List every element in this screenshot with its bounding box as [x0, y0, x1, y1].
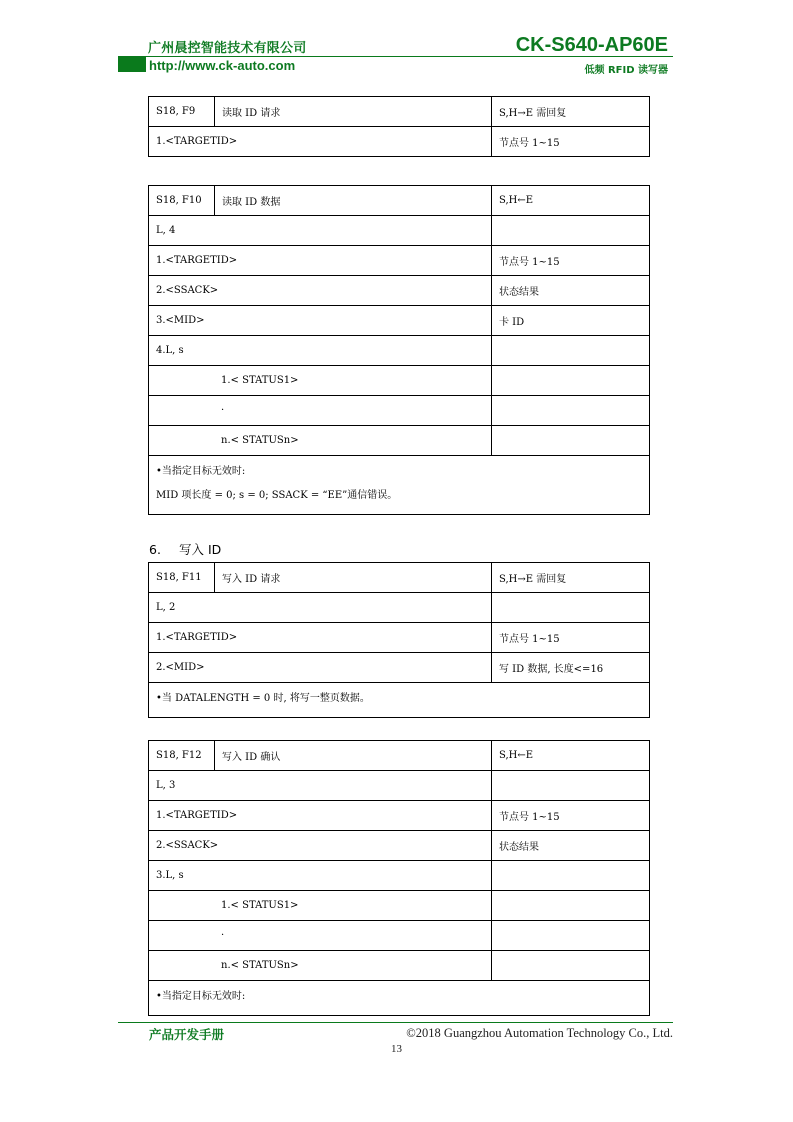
message-title: 读取 ID 请求	[215, 97, 492, 127]
table-row	[149, 127, 650, 157]
message-id: S18, F9	[149, 97, 215, 127]
message-direction: S,H→E 需回复	[492, 97, 650, 127]
row-description: 写 ID 数据, 长度<=16	[492, 653, 650, 683]
note-line: •当指定目标无效时:	[156, 991, 246, 1002]
table-s18-f11	[148, 562, 650, 718]
row-description	[492, 891, 650, 921]
row-item: 2.<SSACK>	[149, 831, 492, 861]
table-s18-f12	[148, 740, 650, 1016]
row-description: 状态结果	[492, 831, 650, 861]
row-item: L, 4	[149, 216, 492, 246]
row-description: 节点号 1~15	[492, 127, 650, 157]
row-item: 1.< STATUS1>	[149, 366, 492, 396]
message-title: 读取 ID 数据	[215, 186, 492, 216]
message-direction: S,H→E 需回复	[492, 563, 650, 593]
table-row	[149, 891, 650, 921]
table-note	[149, 683, 650, 718]
table-row	[149, 593, 650, 623]
row-item: L, 2	[149, 593, 492, 623]
manual-title: 产品开发手册	[149, 1027, 225, 1042]
table-header-row	[149, 97, 650, 127]
row-description: 节点号 1~15	[492, 623, 650, 653]
message-title: 写入 ID 确认	[215, 741, 492, 771]
table-note	[149, 456, 650, 515]
table-row	[149, 801, 650, 831]
row-description	[492, 921, 650, 951]
row-description: 节点号 1~15	[492, 801, 650, 831]
table-note-row	[149, 981, 650, 1016]
table-note-row	[149, 683, 650, 718]
row-item: n.< STATUSn>	[149, 951, 492, 981]
message-direction: S,H←E	[492, 186, 650, 216]
table-row	[149, 861, 650, 891]
row-description	[492, 366, 650, 396]
row-description	[492, 593, 650, 623]
note-line: MID 项长度 = 0; s = 0; SSACK = “EE”通信错误。	[156, 490, 398, 501]
table-header-row	[149, 563, 650, 593]
header-accent-block	[118, 57, 146, 72]
company-name: 广州晨控智能技术有限公司	[148, 41, 307, 56]
message-title: 写入 ID 请求	[215, 563, 492, 593]
header-divider	[118, 56, 673, 57]
footer-divider	[118, 1022, 673, 1023]
row-item: 1.<TARGETID>	[149, 801, 492, 831]
row-description: 卡 ID	[492, 306, 650, 336]
row-item: 1.<TARGETID>	[149, 623, 492, 653]
row-description: 节点号 1~15	[492, 246, 650, 276]
table-note	[149, 981, 650, 1016]
table-row	[149, 246, 650, 276]
row-description	[492, 951, 650, 981]
row-item: 2.<MID>	[149, 653, 492, 683]
page-number: 13	[391, 1043, 402, 1055]
table-row	[149, 276, 650, 306]
row-item: 4.L, s	[149, 336, 492, 366]
row-description	[492, 861, 650, 891]
table-row	[149, 771, 650, 801]
table-row	[149, 951, 650, 981]
table-s18-f10	[148, 185, 650, 515]
row-description	[492, 216, 650, 246]
product-subtitle: 低频 RFID 读写器	[584, 65, 668, 76]
table-row	[149, 831, 650, 861]
section-number: 6.	[149, 542, 161, 557]
row-item: ·	[149, 921, 492, 951]
row-description: 状态结果	[492, 276, 650, 306]
table-row	[149, 306, 650, 336]
row-item: 3.<MID>	[149, 306, 492, 336]
table-s18-f9	[148, 96, 650, 157]
row-item: 1.<TARGETID>	[149, 127, 492, 157]
table-row	[149, 426, 650, 456]
row-item: 2.<SSACK>	[149, 276, 492, 306]
section-heading	[149, 540, 221, 558]
table-note-row	[149, 456, 650, 515]
copyright: ©2018 Guangzhou Automation Technology Co., Ltd.	[406, 1026, 673, 1040]
table-row	[149, 216, 650, 246]
row-description	[492, 336, 650, 366]
row-item: 1.<TARGETID>	[149, 246, 492, 276]
table-header-row	[149, 741, 650, 771]
row-item: L, 3	[149, 771, 492, 801]
row-description	[492, 426, 650, 456]
row-item: n.< STATUSn>	[149, 426, 492, 456]
table-header-row	[149, 186, 650, 216]
table-row	[149, 396, 650, 426]
message-id: S18, F10	[149, 186, 215, 216]
table-row	[149, 921, 650, 951]
product-model: CK-S640-AP60E	[515, 34, 668, 56]
row-description	[492, 396, 650, 426]
note-line: •当指定目标无效时:	[156, 466, 246, 477]
message-direction: S,H←E	[492, 741, 650, 771]
company-url[interactable]: http://www.ck-auto.com	[149, 58, 296, 73]
message-id: S18, F11	[149, 563, 215, 593]
note-line: •当 DATALENGTH = 0 时, 将写一整页数据。	[156, 693, 370, 704]
row-description	[492, 771, 650, 801]
table-row	[149, 623, 650, 653]
table-row	[149, 336, 650, 366]
row-item: 1.< STATUS1>	[149, 891, 492, 921]
row-item: 3.L, s	[149, 861, 492, 891]
table-row	[149, 366, 650, 396]
section-title: 写入 ID	[179, 542, 222, 557]
row-item: ·	[149, 396, 492, 426]
table-row	[149, 653, 650, 683]
message-id: S18, F12	[149, 741, 215, 771]
